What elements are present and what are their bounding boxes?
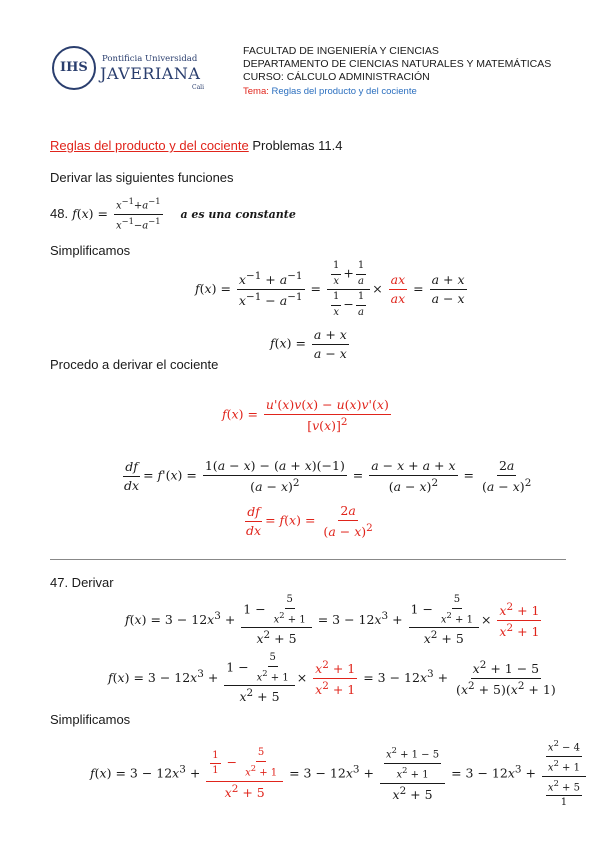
eq-47-simplify: $f(x) = 3 - 12x^3$ + $\frac{1}{1}$ − $\frac{5}{x^2 + 1}$ $x^2 + 5$ = $3 - 12x^3$ + $\frac{\frac{x^2 + 1 - 5}{x^2 + 1}}{x^2 + 5}$ = $3 - 12x^3$ + $\frac{\frac{x^2 - 4}{x^2 + 1}}{\frac{x^2 + 5}{1}}$ xyxy=(90,738,588,810)
simplify-label-2: Simplificamos xyxy=(50,712,131,727)
instruction: Derivar las siguientes funciones xyxy=(50,170,234,185)
logo-city: Cali xyxy=(192,84,205,91)
logo-name: JAVERIANA xyxy=(100,64,201,83)
eq-48-derivative: $\frac{df}{dx}$ = f'(x) = $\frac{1(a - x) - (a + x)(-1)}{(a - x)^2}$ = $\frac{a - x + a + x}{(a - x)^2}$ = $\frac{2a}{(a - x)^2}$ xyxy=(124,458,532,494)
p48-label: 48. xyxy=(50,205,69,221)
section-divider xyxy=(50,559,566,560)
p48-note: a es una constante xyxy=(180,207,296,221)
eq-47-line1: $f(x) = 3 - 12x^3$ + 1 − $\frac{5}{x^2 + 1}$ $x^2 + 5$ = $3 - 12x^3$ + 1 − $\frac{5}{x^2 + 1}$ $x^2 + 5$ × $\frac{x^2 + 1}{x^2 + 1}$ xyxy=(125,594,540,647)
header-course: CURSO: CÁLCULO ADMINISTRACIÓN xyxy=(243,71,430,83)
section-link[interactable]: Reglas del producto y del cociente xyxy=(50,138,249,153)
simplify-label-1: Simplificamos xyxy=(50,243,131,258)
eq-48-simplify: f(x) = $\frac{x^{-1} + a^{-1}}{x^{-1} - a^{-1}}$ = $\frac{1}{x}$ + $\frac{1}{a}$ $\frac{1}{x}$ − $\frac{1}{a}$ × $\frac{ax}{ax}$ = $\frac{a + x}{a - x}$ xyxy=(195,260,465,318)
eq-48-result: f(x) = $\frac{a + x}{a - x}$ xyxy=(270,327,347,361)
topic-text: Reglas del producto y del cociente xyxy=(268,86,417,97)
logo-line1: Pontificia Universidad xyxy=(102,54,198,64)
header-department: DEPARTAMENTO DE CIENCIAS NATURALES Y MATEMÁTICAS xyxy=(243,58,552,70)
derive-quotient-label: Procedo a derivar el cociente xyxy=(50,357,219,372)
section-title xyxy=(50,138,342,153)
topic-label: Tema: xyxy=(243,86,269,97)
quotient-rule: f(x) = $\frac{u'(x)v(x) - u(x)v'(x)}{[v(x)]^2}$ xyxy=(222,397,389,433)
seal-text: IHS xyxy=(60,60,88,75)
problem-48-statement: 48. f(x) = $\frac{x^{-1}+a^{-1}}{x^{-1}-a^{-1}}$ a es una constante xyxy=(50,196,296,232)
university-logo xyxy=(52,46,212,92)
p47-label: 47. Derivar xyxy=(50,575,114,590)
header-faculty: FACULTAD DE INGENIERÍA Y CIENCIAS xyxy=(243,45,439,57)
seal-icon xyxy=(52,46,96,90)
section-rest: Problemas 11.4 xyxy=(248,138,343,153)
eq-48-final: $\frac{df}{dx}$ = f(x) = $\frac{2a}{(a - x)^2}$ xyxy=(246,503,373,539)
header-topic xyxy=(243,85,417,98)
eq-47-line2: $f(x) = 3 - 12x^3$ + 1 − $\frac{5}{x^2 + 1}$ $x^2 + 5$ × $\frac{x^2 + 1}{x^2 + 1}$ = $3 - 12x^3$ + $\frac{x^2 + 1 - 5}{(x^2 + 5)(x^2 + 1)}$ xyxy=(108,652,556,705)
